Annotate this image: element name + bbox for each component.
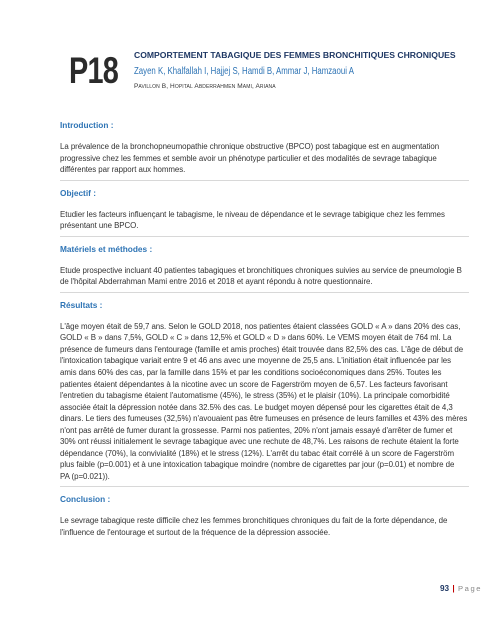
- section-paragraph: [60, 321, 469, 483]
- page-label: Page: [457, 584, 483, 593]
- section-heading: Résultats :: [60, 299, 103, 310]
- section-divider: [60, 180, 469, 181]
- text-line: patientes étaient dépendantes à la nicotine avec un score de Fagerström moyen de 6,57. Les facteurs favorisant: [60, 379, 448, 389]
- section-heading: Matériels et méthodes :: [60, 243, 153, 254]
- text-line: présence de fumeurs dans l'entourage (famille et amis proches) était trouvée dans 82,5% des cas. L'âge de début de: [60, 344, 464, 354]
- author-list: Zayen K, Khalfallah I, Hajjej S, Hamdi B, Ammar J, Hamzaoui A: [134, 66, 354, 77]
- text-line: présentant une BPCO.: [60, 221, 139, 231]
- text-line: n'ont pas arrêté de fumer durant la grossesse. Parmi nos patientes, 20% n'ont jamais essayé d'arrêter de fumer et: [60, 425, 453, 435]
- section-paragraph: [60, 515, 469, 538]
- footer-separator: |: [452, 584, 455, 593]
- text-line: progressive chez les femmes et semble avoir un phénotype particulier et des modalités de sevrage tabagique: [60, 153, 437, 163]
- text-line: l'influence de l'entourage et surtout de la fréquence de la dépression associée.: [60, 528, 331, 538]
- abstract-body: [60, 119, 469, 539]
- text-line: L'âge moyen était de 59,7 ans. Selon le GOLD 2018, nos patientes étaient classées GOLD « A » dans 20% des cas,: [60, 321, 461, 331]
- affiliation: Pavillon B, Hopital Abderrahmen Mami, Ariana: [134, 83, 276, 90]
- text-line: de l'hôpital Abderrahman Mami entre 2016 et 2018 et ayant répondu à notre questionnaire.: [60, 277, 373, 287]
- text-line: La prévalence de la bronchopneumopathie chronique obstructive (BPCO) post tabagique est en augmentation: [60, 142, 440, 151]
- text-line: Etude prospective incluant 40 patientes tabagiques et bronchitiques chroniques suivies au service de pneumologie B: [60, 265, 462, 275]
- text-line: l'entretien du tabagisme étaient l'automatisme (45%), le stress (35%) et le plaisir (10%). La principale comorbidité: [60, 391, 450, 401]
- section-heading: Introduction :: [60, 120, 114, 130]
- text-line: l'intoxication tabagique variait entre 9 et 46 ans avec une moyenne de 25,5 ans. L'initiation était influencée par les: [60, 356, 452, 366]
- section: [60, 493, 469, 538]
- section-divider: [60, 486, 469, 487]
- text-line: différentes par rapport aux hommes.: [60, 165, 186, 175]
- section-paragraph: [60, 141, 469, 176]
- text-line: Le sevrage tabagique reste difficile chez les femmes bronchitiques chroniques du fait de la forte dépendance, de: [60, 516, 448, 526]
- section-divider: [60, 236, 469, 237]
- section: [60, 187, 469, 237]
- abstract-header: [69, 47, 469, 107]
- text-line: Etudier les facteurs influençant le tabagisme, le niveau de dépendance et le sevrage tabigique chez les femmes: [60, 209, 445, 219]
- text-line: dinars. Le tiers des fumeuses (32,5%) n'avouaient pas être fumeuses en présence de leurs familles et 43% des mères: [60, 414, 468, 424]
- section: [60, 299, 469, 488]
- text-line: dépendance (70%), la convivialité (18%) et le stress (12%). L'arrêt du tabac était corrélé à un score de Fagerström: [60, 448, 454, 458]
- section-paragraph: [60, 209, 469, 232]
- text-line: PA (p=0.021)).: [60, 471, 110, 481]
- section-paragraph: [60, 265, 469, 288]
- text-line: amis dans 60% des cas, par la famille dans 15% et par les conditions socioéconomiques dans 25%. Toutes les: [60, 368, 442, 378]
- section-heading: Objectif :: [60, 187, 96, 198]
- text-line: GOLD « B » dans 7,5%, GOLD « C » dans 12,5% et GOLD « D » dans 60%. Le VEMS moyen était de 764 ml. La: [60, 333, 452, 343]
- section-divider: [60, 292, 469, 293]
- text-line: 30% ont réussi initialement le sevrage tabagique avec une rechute de 48,7%. Les raisons de rechute étaient la forte: [60, 437, 459, 447]
- poster-code: P18: [69, 50, 119, 91]
- page-number: 93: [440, 584, 450, 593]
- section: [60, 119, 469, 181]
- text-line: associée était la dépression notée dans 32.5% des cas. Le budget moyen dépensé pour les cigarettes était de 4,3: [60, 402, 453, 412]
- section-heading: Conclusion :: [60, 494, 111, 505]
- abstract-title: COMPORTEMENT TABAGIQUE DES FEMMES BRONCHITIQUES CHRONIQUES: [134, 50, 456, 60]
- text-line: plus faible (p=0.001) et à une intoxication tabagique moindre (nombre de cigarettes par jour (p=0.01) et nombre de: [60, 460, 455, 470]
- section: [60, 243, 469, 293]
- page-footer: [440, 584, 482, 593]
